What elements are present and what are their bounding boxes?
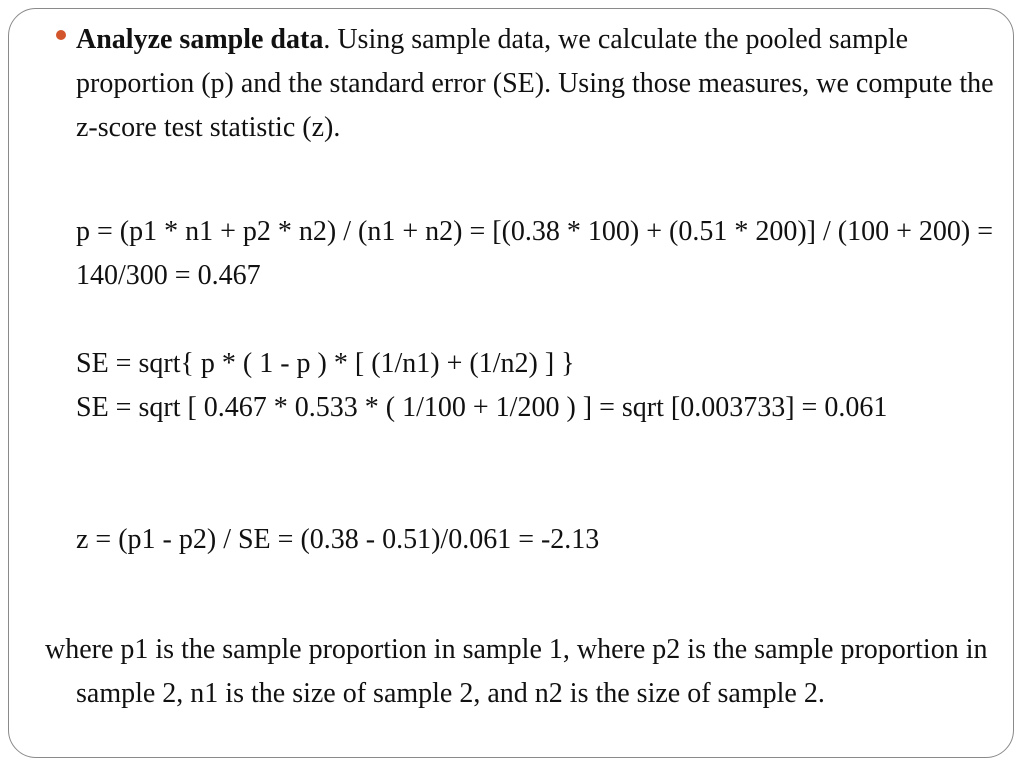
bullet-dot-icon [56,30,66,40]
slide-frame [8,8,1014,758]
bullet-heading: Analyze sample data [76,24,324,55]
standard-error-computation: SE = sqrt [ 0.467 * 0.533 * ( 1/100 + 1/200 ) ] = sqrt [0.003733] = 0.061 [76,392,888,423]
pooled-proportion-formula: p = (p1 * n1 + p2 * n2) / (n1 + n2) = [(0.38 * 100) + (0.51 * 200)] / (100 + 200) = 140/300 = 0.467 [76,216,993,291]
slide-content [9,9,1014,758]
z-statistic-formula: z = (p1 - p2) / SE = (0.38 - 0.51)/0.061 = -2.13 [76,524,600,555]
variable-definitions: where p1 is the sample proportion in sample 1, where p2 is the sample proportion in sample 2, n1 is the size of sample 2, and n2 is the size of sample 2. [45,634,988,709]
bullet-paragraph [76,18,1001,150]
standard-error-formula: SE = sqrt{ p * ( 1 - p ) * [ (1/n1) + (1/n2) ] } [76,348,575,379]
bullet-body: . Using sample data, we calculate the pooled sample proportion (p) and the standard error (SE). Using those measures, we compute the z-score test statistic (z). [76,24,994,143]
